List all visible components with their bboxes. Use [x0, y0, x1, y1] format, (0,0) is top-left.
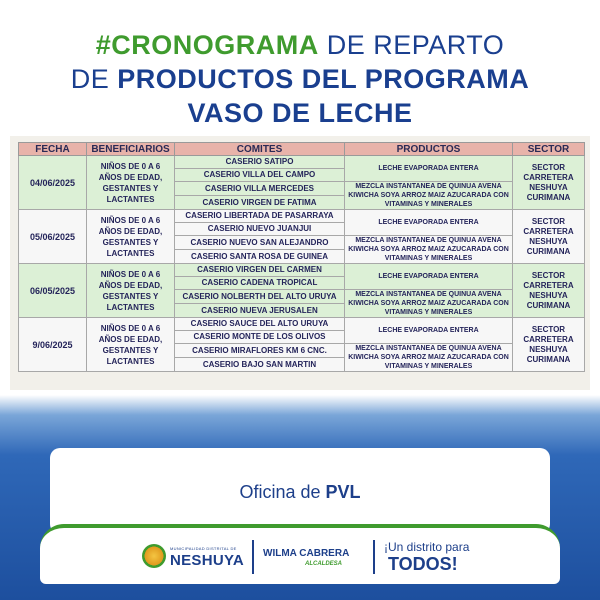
footer-bar	[40, 524, 560, 584]
producto-mezcla-cell: MEZCLA INSTANTANEA DE QUINUA AVENA KIWICHA SOYA ARROZ MAIZ AZUCARADA CON VITAMINAS Y MINERALES	[345, 236, 513, 264]
sector-cell: SECTOR CARRETERA NESHUYA CURIMANA	[513, 264, 585, 318]
title-line3: VASO DE LECHE	[187, 98, 413, 128]
beneficiarios-cell: NIÑOS DE 0 A 6 AÑOS DE EDAD, GESTANTES Y LACTANTES	[87, 210, 175, 264]
schedule-table	[18, 142, 585, 372]
office-card	[50, 448, 550, 534]
comite-cell: CASERIO NUEVO JUANJUI	[175, 223, 345, 236]
sector-cell: SECTOR CARRETERA NESHUYA CURIMANA	[513, 156, 585, 210]
producto-leche-cell: LECHE EVAPORADA ENTERA	[345, 156, 513, 182]
producto-mezcla-cell: MEZCLA INSTANTANEA DE QUINUA AVENA KIWICHA SOYA ARROZ MAIZ AZUCARADA CON VITAMINAS Y MINERALES	[345, 182, 513, 210]
mayor-name: WILMA CABRERA	[263, 548, 350, 559]
producto-leche-cell: LECHE EVAPORADA ENTERA	[345, 210, 513, 236]
table-row	[19, 264, 585, 277]
table-row	[19, 156, 585, 169]
header-productos: PRODUCTOS	[345, 143, 513, 156]
comite-cell: CASERIO MONTE DE LOS OLIVOS	[175, 331, 345, 344]
comite-cell: CASERIO NUEVO SAN ALEJANDRO	[175, 236, 345, 250]
comite-cell: CASERIO VILLA MERCEDES	[175, 182, 345, 196]
schedule-photo	[10, 136, 590, 390]
title-hashtag: #CRONOGRAMA	[95, 30, 319, 60]
municipality-prefix: MUNICIPALIDAD DISTRITAL DE	[170, 546, 237, 551]
header-comites: COMITES	[175, 143, 345, 156]
comite-cell: CASERIO SATIPO	[175, 156, 345, 169]
producto-mezcla-cell: MEZCLA INSTANTANEA DE QUINUA AVENA KIWICHA SOYA ARROZ MAIZ AZUCARADA CON VITAMINAS Y MINERALES	[345, 290, 513, 318]
comite-cell: CASERIO CADENA TROPICAL	[175, 277, 345, 290]
mayor-role: ALCALDESA	[305, 561, 342, 567]
beneficiarios-cell: NIÑOS DE 0 A 6 AÑOS DE EDAD, GESTANTES Y LACTANTES	[87, 264, 175, 318]
footer-divider	[373, 540, 375, 574]
title-line1: DE REPARTO	[318, 30, 505, 60]
office-label	[50, 482, 550, 503]
header-fecha: FECHA	[19, 143, 87, 156]
beneficiarios-cell: NIÑOS DE 0 A 6 AÑOS DE EDAD, GESTANTES Y LACTANTES	[87, 318, 175, 372]
fecha-cell: 05/06/2025	[19, 210, 87, 264]
comite-cell: CASERIO VILLA DEL CAMPO	[175, 169, 345, 182]
comite-cell: CASERIO NOLBERTH DEL ALTO URUYA	[175, 290, 345, 304]
municipal-seal-icon	[142, 544, 166, 568]
footer-divider	[252, 540, 254, 574]
producto-leche-cell: LECHE EVAPORADA ENTERA	[345, 318, 513, 344]
beneficiarios-cell: NIÑOS DE 0 A 6 AÑOS DE EDAD, GESTANTES Y LACTANTES	[87, 156, 175, 210]
sector-cell: SECTOR CARRETERA NESHUYA CURIMANA	[513, 318, 585, 372]
table-row	[19, 318, 585, 331]
office-name: PVL	[325, 482, 361, 502]
comite-cell: CASERIO LIBERTADA DE PASARRAYA	[175, 210, 345, 223]
comite-cell: CASERIO MIRAFLORES KM 6 CNC.	[175, 344, 345, 358]
slogan-line1: ¡Un distrito para	[384, 540, 470, 554]
fecha-cell: 04/06/2025	[19, 156, 87, 210]
header-beneficiarios: BENEFICIARIOS	[87, 143, 175, 156]
producto-leche-cell: LECHE EVAPORADA ENTERA	[345, 264, 513, 290]
comite-cell: CASERIO VIRGEN DEL CARMEN	[175, 264, 345, 277]
comite-cell: CASERIO SANTA ROSA DE GUINEA	[175, 250, 345, 264]
table-row	[19, 210, 585, 223]
header-sector: SECTOR	[513, 143, 585, 156]
comite-cell: CASERIO SAUCE DEL ALTO URUYA	[175, 318, 345, 331]
title-line2-bold: PRODUCTOS DEL PROGRAMA	[117, 64, 530, 94]
slogan-line2: TODOS!	[388, 554, 458, 574]
title-line2-prefix: DE	[70, 64, 118, 94]
table-header-row	[19, 143, 585, 156]
fecha-cell: 06/05/2025	[19, 264, 87, 318]
producto-mezcla-cell: MEZCLA INSTANTANEA DE QUINUA AVENA KIWICHA SOYA ARROZ MAIZ AZUCARADA CON VITAMINAS Y MINERALES	[345, 344, 513, 372]
sector-cell: SECTOR CARRETERA NESHUYA CURIMANA	[513, 210, 585, 264]
fecha-cell: 9/06/2025	[19, 318, 87, 372]
office-prefix: Oficina de	[239, 482, 326, 502]
comite-cell: CASERIO NUEVA JERUSALEN	[175, 304, 345, 318]
page-title	[0, 28, 600, 130]
municipality-name: NESHUYA	[170, 552, 245, 569]
comite-cell: CASERIO VIRGEN DE FATIMA	[175, 196, 345, 210]
comite-cell: CASERIO BAJO SAN MARTIN	[175, 358, 345, 372]
